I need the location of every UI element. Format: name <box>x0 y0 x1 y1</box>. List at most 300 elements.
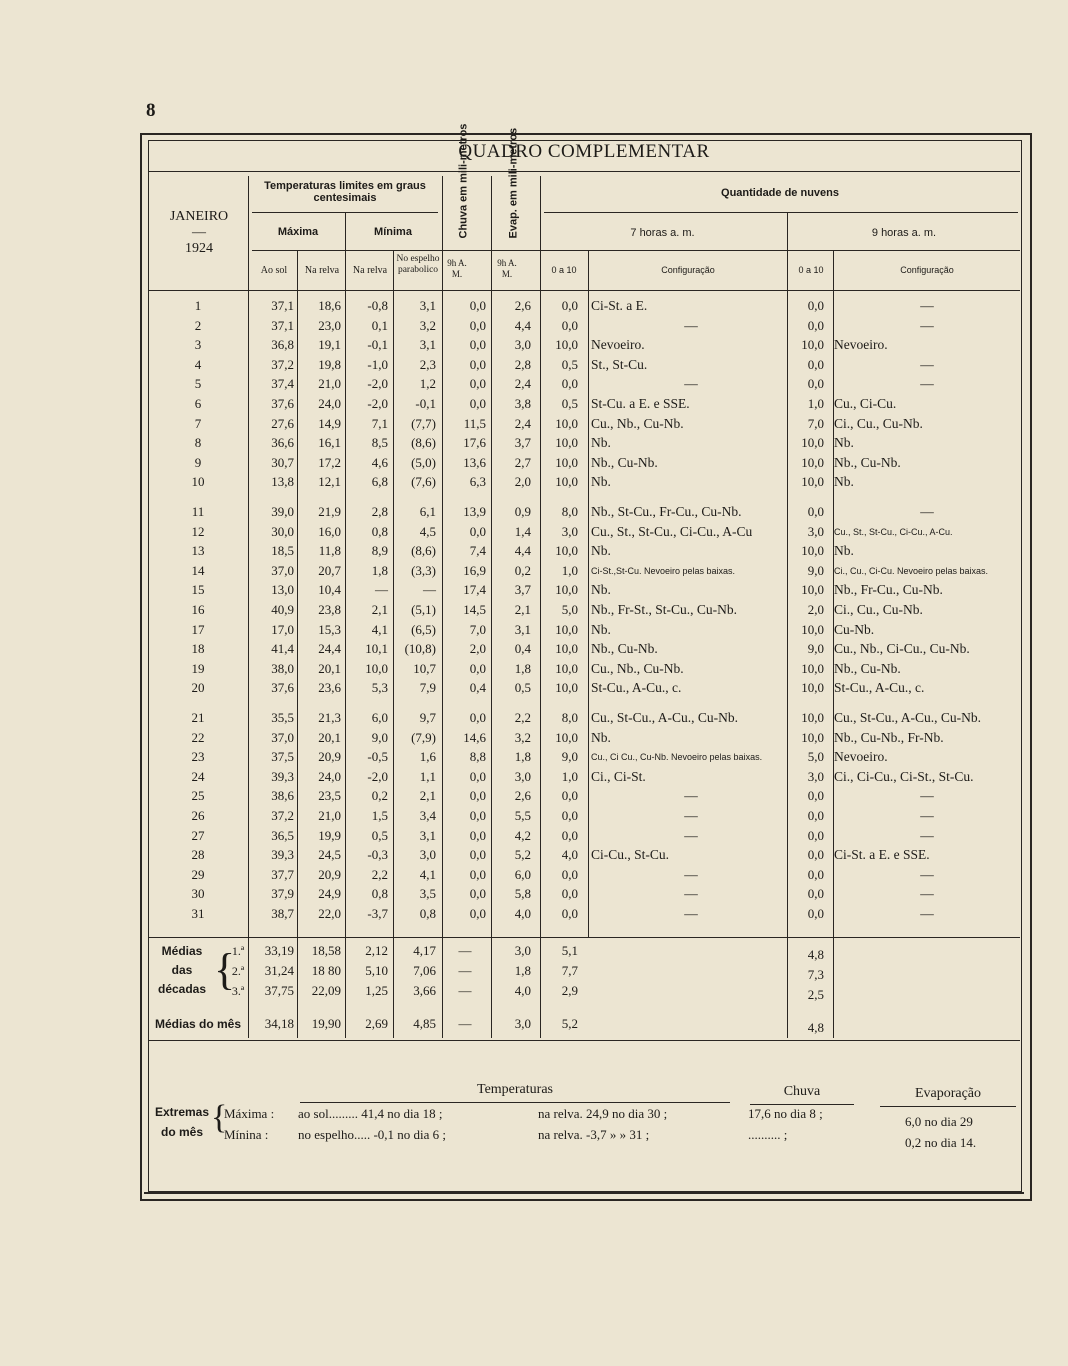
table-row <box>148 620 1020 640</box>
cell-sol: 37,5 <box>271 749 294 764</box>
cell-q7: 8,0 <box>561 504 578 519</box>
table-row <box>148 394 1020 414</box>
cell-q9: 10,0 <box>801 543 824 558</box>
cell-c9: — <box>920 867 934 882</box>
cell-esp: — <box>423 582 436 597</box>
cell-sol: 37,4 <box>271 376 294 391</box>
medias-label-b: das <box>171 963 193 977</box>
cell-chuva: 7,0 <box>469 622 486 637</box>
header-na-relva-max: Na relva <box>304 265 340 276</box>
header-q7: 0 a 10 <box>551 265 577 275</box>
cell-q7: 10,0 <box>555 474 578 489</box>
cell-chuva: — <box>458 943 472 958</box>
cell-evap: 0,9 <box>514 504 531 519</box>
cell-esp: (6,5) <box>411 622 436 637</box>
cell-evap: 2,0 <box>514 474 531 489</box>
cell-c9: Nb., Cu-Nb. <box>834 661 901 676</box>
cell-evap: 4,2 <box>514 828 531 843</box>
cell-rmax: 18,58 <box>311 943 341 958</box>
header-no-espelho: No espelho parabolico <box>396 254 440 275</box>
cell-c7: Cu., St., St-Cu., Ci-Cu., A-Cu <box>591 524 753 539</box>
cell-chuva: 16,9 <box>463 563 486 578</box>
table-row <box>148 728 1020 748</box>
cell-c9: Ci-St. a E. e SSE. <box>834 847 930 862</box>
table-row <box>148 767 1020 787</box>
extremas-min-espelho: no espelho..... -0,1 no dia 6 ; <box>298 1127 447 1142</box>
cell-q7: 1,0 <box>561 769 578 784</box>
header-cfg7: Configuração <box>661 265 715 275</box>
table-row <box>148 845 1020 865</box>
cell-c7: Cu., Nb., Cu-Nb. <box>591 661 684 676</box>
cell-d: 30 <box>191 886 205 901</box>
cell-sol: 38,0 <box>271 661 294 676</box>
cell-rmax: 21,0 <box>318 376 341 391</box>
table-row <box>148 806 1020 826</box>
cell-q7: 0,0 <box>561 376 578 391</box>
cell-rmin: 4,1 <box>371 622 388 637</box>
cell-sol: 37,7 <box>271 867 294 882</box>
cell-esp: 3,2 <box>419 318 436 333</box>
cell-q7: 10,0 <box>555 543 578 558</box>
cell-q9: 0,0 <box>807 828 824 843</box>
cell-q9: 9,0 <box>807 563 824 578</box>
cell-q9: 10,0 <box>801 622 824 637</box>
cell-rmin: -0,8 <box>367 298 388 313</box>
cell-rmin: 1,8 <box>371 563 388 578</box>
cell-c9: — <box>920 376 934 391</box>
cell-sol: 37,2 <box>271 357 294 372</box>
cell-evap: 2,7 <box>514 455 531 470</box>
cell-rmin: 8,9 <box>371 543 388 558</box>
cell-esp: 3,1 <box>419 298 436 313</box>
cell-rmax: 21,0 <box>318 808 341 823</box>
cell-c9: Cu., St-Cu., A-Cu., Cu-Nb. <box>834 710 982 725</box>
cell-evap: 3,0 <box>514 337 531 352</box>
cell-evap: 1,8 <box>514 661 531 676</box>
cell-esp: (7,9) <box>411 730 436 745</box>
cell-q7: 0,0 <box>561 867 578 882</box>
cell-c9: Ci., Cu., Cu-Nb. <box>834 416 923 431</box>
cell-evap: 0,5 <box>514 680 531 695</box>
cell-c9: — <box>920 504 934 519</box>
header-maxima: Máxima <box>277 226 319 238</box>
rule <box>880 1106 1016 1107</box>
extremas-max-sol: ao sol......... 41,4 no dia 18 ; <box>298 1106 443 1121</box>
cell-rmin: 6,8 <box>371 474 388 489</box>
cell-evap: 3,2 <box>514 730 531 745</box>
cell-q7: 5,1 <box>561 943 578 958</box>
cell-sol: 33,19 <box>264 943 294 958</box>
cell-chuva: 0,0 <box>469 298 486 313</box>
cell-rmin: 5,3 <box>371 680 388 695</box>
cell-evap: 2,4 <box>514 376 531 391</box>
cell-d: 13 <box>191 543 205 558</box>
cell-q9: 0,0 <box>807 298 824 313</box>
cell-esp: 7,9 <box>419 680 436 695</box>
cell-q9: 10,0 <box>801 680 824 695</box>
cell-q9: 10,0 <box>801 474 824 489</box>
cell-q9: 3,0 <box>807 769 824 784</box>
cell-rmax: 23,5 <box>318 788 341 803</box>
cell-rmin: — <box>375 582 388 597</box>
header-9h: 9 horas a. m. <box>871 227 937 239</box>
table-row <box>148 826 1020 846</box>
table-row <box>148 414 1020 434</box>
table-row <box>148 296 1020 316</box>
cell-rmax: 23,6 <box>318 680 341 695</box>
cell-sol: 41,4 <box>271 641 294 656</box>
cell-c9: St-Cu., A-Cu., c. <box>834 680 925 695</box>
cell-rmin: 2,2 <box>371 867 388 882</box>
cell-c7: — <box>684 828 698 843</box>
cell-esp: 3,1 <box>419 337 436 352</box>
cell-chuva: 14,5 <box>463 602 486 617</box>
cell-rmax: 19,9 <box>318 828 341 843</box>
cell-q7: 10,0 <box>555 661 578 676</box>
cell-q9: 10,0 <box>801 337 824 352</box>
cell-evap: 3,0 <box>514 769 531 784</box>
cell-sol: 38,6 <box>271 788 294 803</box>
cell-rmin: 9,0 <box>371 730 388 745</box>
header-chuva: Chuva em mili-metros <box>457 123 470 239</box>
cell-q9: 2,5 <box>807 987 824 1002</box>
cell-c7: Cu., St-Cu., A-Cu., Cu-Nb. <box>591 710 739 725</box>
cell-rmax: 24,0 <box>318 396 341 411</box>
cell-d: 26 <box>191 808 205 823</box>
month-year: 1924 <box>185 241 213 256</box>
table-row <box>148 433 1020 453</box>
cell-d: 3.ª <box>231 984 245 998</box>
table-row <box>148 316 1020 336</box>
cell-rmax: 17,2 <box>318 455 341 470</box>
cell-q9: 10,0 <box>801 455 824 470</box>
cell-c7: Cu., Ci Cu., Cu-Nb. Nevoeiro pelas baixas. <box>591 752 763 762</box>
extremas-min-evap: 0,2 no dia 14. <box>905 1135 977 1150</box>
cell-q7: 0,0 <box>561 906 578 921</box>
cell-d: 20 <box>191 680 205 695</box>
cell-evap: 5,2 <box>514 847 531 862</box>
cell-c7: Nb., Cu-Nb. <box>591 455 658 470</box>
cell-evap: 3,8 <box>514 396 531 411</box>
extremas-min-chuva: .......... ; <box>748 1127 788 1142</box>
cell-chuva: 0,0 <box>469 847 486 862</box>
cell-c9: Nb. <box>834 474 854 489</box>
cell-q9: 9,0 <box>807 641 824 656</box>
cell-evap: 3,7 <box>514 435 531 450</box>
cell-esp: 1,1 <box>419 769 436 784</box>
cell-rmin: 6,0 <box>371 710 388 725</box>
cell-sol: 37,1 <box>271 318 294 333</box>
cell-chuva: 0,0 <box>469 396 486 411</box>
cell-c7: Ci-St. a E. <box>591 298 648 313</box>
cell-d: 3 <box>194 337 202 352</box>
cell-c7: — <box>684 318 698 333</box>
cell-c7: Nb. <box>591 730 611 745</box>
cell-c9: Nb., Cu-Nb., Fr-Nb. <box>834 730 944 745</box>
cell-q7: 8,0 <box>561 710 578 725</box>
table-row <box>148 708 1020 728</box>
cell-chuva: 0,0 <box>469 661 486 676</box>
cell-chuva: 0,0 <box>469 769 486 784</box>
cell-c7: — <box>684 788 698 803</box>
cell-sol: 36,5 <box>271 828 294 843</box>
cell-rmax: 24,0 <box>318 769 341 784</box>
cell-c7: Nb., Cu-Nb. <box>591 641 658 656</box>
cell-d: 27 <box>191 828 205 843</box>
cell-d: 2.ª <box>231 964 245 978</box>
cell-rmax: 24,5 <box>318 847 341 862</box>
table-row <box>148 639 1020 659</box>
cell-q7: 3,0 <box>561 524 578 539</box>
cell-q7: 10,0 <box>555 730 578 745</box>
cell-q9: 0,0 <box>807 318 824 333</box>
cell-chuva: 13,9 <box>463 504 486 519</box>
cell-c7: Cu., Nb., Cu-Nb. <box>591 416 684 431</box>
cell-rmax: 19,1 <box>318 337 341 352</box>
cell-c7: Nb. <box>591 582 611 597</box>
cell-esp: 4,85 <box>413 1016 436 1031</box>
rule <box>544 212 1018 213</box>
cell-q7: 0,0 <box>561 886 578 901</box>
cell-d: 1.ª <box>231 944 245 958</box>
rule <box>148 290 1020 291</box>
cell-q7: 10,0 <box>555 455 578 470</box>
rule <box>750 1104 854 1105</box>
cell-sol: 37,1 <box>271 298 294 313</box>
cell-esp: 3,1 <box>419 828 436 843</box>
cell-q7: 0,0 <box>561 828 578 843</box>
cell-c7: Nb. <box>591 435 611 450</box>
cell-c9: Cu., Nb., Ci-Cu., Cu-Nb. <box>834 641 970 656</box>
cell-c9: Nevoeiro. <box>834 749 888 764</box>
extremas-max-evap: 6,0 no dia 29 <box>905 1114 973 1129</box>
cell-sol: 30,0 <box>271 524 294 539</box>
cell-c9: Ci., Ci-Cu., Ci-St., St-Cu. <box>834 769 974 784</box>
cell-q9: 5,0 <box>807 749 824 764</box>
cell-chuva: 6,3 <box>469 474 486 489</box>
header-evaporacao: Evap. em mili-metros <box>507 127 520 239</box>
cell-chuva: 0,0 <box>469 828 486 843</box>
cell-chuva: 17,4 <box>463 582 486 597</box>
table-row <box>148 865 1020 885</box>
cell-c7: St., St-Cu. <box>591 357 648 372</box>
cell-q7: 1,0 <box>561 563 578 578</box>
table-row <box>148 659 1020 679</box>
cell-chuva: 0,0 <box>469 710 486 725</box>
cell-rmax: 21,3 <box>318 710 341 725</box>
table-row <box>148 453 1020 473</box>
rule <box>148 171 1020 172</box>
cell-q7: 4,0 <box>561 847 578 862</box>
rule <box>148 937 1020 938</box>
cell-q7: 0,5 <box>561 396 578 411</box>
cell-chuva: 8,8 <box>469 749 486 764</box>
cell-sol: 37,9 <box>271 886 294 901</box>
cell-rmin: 10,0 <box>365 661 388 676</box>
cell-rmax: 16,1 <box>318 435 341 450</box>
cell-sol: 13,8 <box>271 474 294 489</box>
cell-q7: 0,0 <box>561 318 578 333</box>
cell-rmax: 20,1 <box>318 661 341 676</box>
header-temperatures: Temperaturas limites em graus centesimais <box>264 180 426 204</box>
cell-esp: -0,1 <box>415 396 436 411</box>
header-evap-9h: 9h A. M. <box>497 258 517 279</box>
cell-esp: (7,6) <box>411 474 436 489</box>
cell-c7: Ci., Ci-St. <box>591 769 646 784</box>
cell-q9: 4,8 <box>807 1020 824 1035</box>
page-number: 8 <box>146 100 156 121</box>
cell-esp: (3,3) <box>411 563 436 578</box>
cell-sol: 35,5 <box>271 710 294 725</box>
cell-rmax: 20,7 <box>318 563 341 578</box>
header-q9: 0 a 10 <box>798 265 824 275</box>
cell-q9: 1,0 <box>807 396 824 411</box>
cell-q7: 2,9 <box>561 983 578 998</box>
cell-rmax: 23,8 <box>318 602 341 617</box>
cell-evap: 2,6 <box>514 298 531 313</box>
rule <box>148 1040 1020 1041</box>
cell-q9: 10,0 <box>801 730 824 745</box>
cell-c9: — <box>920 298 934 313</box>
cell-evap: 3,0 <box>514 943 531 958</box>
rule <box>144 1192 1024 1194</box>
cell-sol: 37,75 <box>264 983 294 998</box>
cell-q9: 10,0 <box>801 582 824 597</box>
cell-q9: 0,0 <box>807 788 824 803</box>
cell-rmin: 5,10 <box>365 963 388 978</box>
cell-chuva: 13,6 <box>463 455 486 470</box>
month-name: JANEIRO <box>169 209 229 224</box>
cell-d: 12 <box>191 524 205 539</box>
cell-rmax: 12,1 <box>318 474 341 489</box>
cell-d: 22 <box>191 730 205 745</box>
cell-rmin: -2,0 <box>367 769 388 784</box>
cell-c9: — <box>920 808 934 823</box>
cell-q9: 0,0 <box>807 867 824 882</box>
cell-q7: 10,0 <box>555 641 578 656</box>
cell-rmax: 20,9 <box>318 749 341 764</box>
cell-d: 1 <box>194 298 202 313</box>
cell-chuva: 0,0 <box>469 788 486 803</box>
cell-esp: 0,8 <box>419 906 436 921</box>
cell-rmin: 1,25 <box>365 983 388 998</box>
cell-c7: Nevoeiro. <box>591 337 645 352</box>
table-row <box>148 355 1020 375</box>
cell-c7: Nb. <box>591 543 611 558</box>
cell-rmin: -2,0 <box>367 396 388 411</box>
cell-esp: 3,4 <box>419 808 436 823</box>
cell-chuva: 0,0 <box>469 867 486 882</box>
cell-q9: 0,0 <box>807 906 824 921</box>
table-row <box>148 522 1020 542</box>
table-row <box>148 678 1020 698</box>
cell-rmax: 11,8 <box>318 543 341 558</box>
cell-d: 24 <box>191 769 205 784</box>
cell-rmin: 10,1 <box>365 641 388 656</box>
cell-q9: 4,8 <box>807 947 824 962</box>
cell-rmax: 22,09 <box>311 983 341 998</box>
cell-q7: 10,0 <box>555 416 578 431</box>
extremas-chuva-header: Chuva <box>783 1084 821 1099</box>
cell-evap: 1,8 <box>514 749 531 764</box>
cell-c9: Ci., Cu., Ci-Cu. Nevoeiro pelas baixas. <box>834 566 989 576</box>
cell-sol: 37,0 <box>271 563 294 578</box>
cell-d: 31 <box>191 906 205 921</box>
cell-c7: Ci-Cu., St-Cu. <box>591 847 670 862</box>
cell-q7: 10,0 <box>555 582 578 597</box>
cell-q9: 0,0 <box>807 847 824 862</box>
cell-c7: — <box>684 808 698 823</box>
table-row <box>148 600 1020 620</box>
medias-mes-label: Médias do mês <box>154 1017 242 1031</box>
decade-mean-row <box>148 981 1020 1001</box>
cell-evap: 4,4 <box>514 543 531 558</box>
cell-rmin: -1,0 <box>367 357 388 372</box>
cell-esp: 1,6 <box>419 749 436 764</box>
cell-sol: 39,0 <box>271 504 294 519</box>
cell-esp: 6,1 <box>419 504 436 519</box>
cell-q9: 10,0 <box>801 661 824 676</box>
decade-mean-row <box>148 941 1020 961</box>
cell-rmin: 2,12 <box>365 943 388 958</box>
cell-q9: 2,0 <box>807 602 824 617</box>
cell-q7: 9,0 <box>561 749 578 764</box>
cell-sol: 30,7 <box>271 455 294 470</box>
cell-evap: 2,1 <box>514 602 531 617</box>
cell-esp: (8,6) <box>411 435 436 450</box>
cell-q9: 0,0 <box>807 886 824 901</box>
cell-rmax: 20,9 <box>318 867 341 882</box>
cell-sol: 34,18 <box>264 1016 294 1031</box>
table-row <box>148 884 1020 904</box>
cell-c7: St-Cu., A-Cu., c. <box>591 680 682 695</box>
cell-esp: (10,8) <box>404 641 436 656</box>
cell-evap: 4,4 <box>514 318 531 333</box>
cell-d: 10 <box>191 474 205 489</box>
cell-chuva: 0,0 <box>469 524 486 539</box>
cell-q9: 0,0 <box>807 808 824 823</box>
cell-q7: 10,0 <box>555 435 578 450</box>
cell-rmax: 15,3 <box>318 622 341 637</box>
header-ao-sol: Ao sol <box>260 265 288 276</box>
cell-evap: 3,7 <box>514 582 531 597</box>
medias-label-a: Médias <box>161 944 203 958</box>
cell-d: 29 <box>191 867 205 882</box>
cell-d: 19 <box>191 661 205 676</box>
cell-sol: 36,6 <box>271 435 294 450</box>
cell-rmax: 16,0 <box>318 524 341 539</box>
cell-d: 7 <box>194 416 202 431</box>
cell-rmax: 24,4 <box>318 641 341 656</box>
cell-esp: (7,7) <box>411 416 436 431</box>
cell-d: 9 <box>194 455 202 470</box>
cell-evap: 5,5 <box>514 808 531 823</box>
cell-c7: Nb. <box>591 622 611 637</box>
cell-sol: 37,6 <box>271 680 294 695</box>
cell-chuva: 0,0 <box>469 808 486 823</box>
cell-rmax: 19,8 <box>318 357 341 372</box>
cell-rmin: 1,5 <box>371 808 388 823</box>
extremas-min-relva: na relva. -3,7 » » 31 ; <box>538 1127 650 1142</box>
cell-rmax: 22,0 <box>318 906 341 921</box>
cell-d: 21 <box>191 710 205 725</box>
cell-q9: 10,0 <box>801 435 824 450</box>
cell-chuva: 0,0 <box>469 376 486 391</box>
extremas-temps-header: Temperaturas <box>477 1082 553 1097</box>
cell-q7: 0,0 <box>561 298 578 313</box>
table-row <box>148 747 1020 767</box>
cell-q9: 7,0 <box>807 416 824 431</box>
